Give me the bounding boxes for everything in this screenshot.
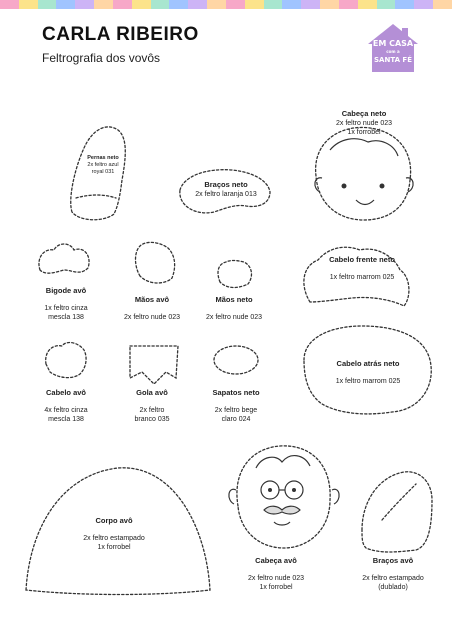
piece-spec: mescla 138 — [48, 313, 84, 321]
label-bigode-avo — [44, 286, 87, 322]
piece-name: Cabelo atrás neto — [336, 359, 400, 368]
piece-spec: 2x feltro azul — [87, 162, 119, 169]
piece-name: Cabeça avô — [255, 556, 297, 565]
piece-spec: branco 035 — [134, 415, 170, 423]
piece-spec: 2x feltro estampado — [83, 534, 145, 542]
label-sapatos-neto — [212, 388, 259, 424]
label-bracos-neto — [195, 180, 256, 199]
page-subtitle: Feltrografia dos vovôs — [42, 51, 161, 65]
label-bracos-avo — [362, 556, 423, 592]
page-title: CARLA RIBEIRO — [42, 24, 199, 45]
piece-spec: royal 031 — [91, 169, 115, 176]
piece-name: Mãos neto — [215, 295, 253, 304]
piece-spec: 1x feltro cinza — [44, 304, 88, 312]
piece-spec: 1x feltro marrom 025 — [329, 273, 395, 281]
piece-name: Sapatos neto — [212, 388, 260, 397]
piece-spec: 2x feltro laranja 013 — [195, 190, 257, 198]
logo-text-em-casa: EM CASA — [372, 39, 414, 48]
piece-name: Braços neto — [204, 180, 248, 189]
pattern-bracos-avo-line — [382, 484, 416, 520]
label-cabelo-atras-neto — [336, 359, 401, 386]
piece-spec: claro 024 — [221, 415, 251, 423]
label-cabelo-avo — [44, 388, 87, 424]
label-cabeca-avo — [248, 556, 304, 592]
pattern-maos-avo — [136, 242, 175, 283]
piece-name: Cabelo frente neto — [329, 255, 395, 264]
piece-name: Mãos avô — [134, 295, 170, 304]
label-cabelo-frente-neto — [329, 255, 395, 282]
pattern-pernas-neto-line — [76, 195, 116, 198]
piece-name: Cabelo avô — [45, 388, 86, 397]
pattern-bigode-avo — [39, 244, 89, 273]
piece-name: Braços avô — [372, 556, 414, 565]
logo-text-com-a: com a — [386, 49, 400, 54]
piece-spec: 2x feltro nude 023 — [123, 313, 181, 321]
piece-spec: 1x forrobel — [259, 583, 293, 591]
piece-spec: 2x feltro estampado — [362, 574, 424, 582]
piece-spec: 2x feltro bege — [214, 406, 258, 414]
piece-spec: 4x feltro cinza — [44, 406, 88, 414]
label-cabeca-neto — [336, 109, 392, 137]
piece-spec: 2x feltro nude 023 — [205, 313, 263, 321]
pattern-maos-neto — [218, 261, 251, 288]
pattern-sapatos-neto — [214, 346, 258, 374]
piece-spec: 1x feltro marrom 025 — [335, 377, 401, 385]
piece-name: Corpo avô — [95, 516, 133, 525]
piece-spec: (dublado) — [378, 583, 408, 591]
piece-spec: 2x feltro nude 023 — [247, 574, 305, 582]
piece-name: Cabeça neto — [341, 109, 387, 118]
piece-spec: mescla 138 — [48, 415, 84, 423]
label-gola-avo — [134, 388, 169, 424]
pattern-gola-avo — [130, 346, 178, 384]
label-maos-avo — [124, 295, 180, 322]
pattern-bracos-avo — [362, 472, 432, 552]
logo-text-santa-fe: SANTA FÉ — [374, 56, 412, 64]
pattern-cabeca-avo — [237, 446, 330, 548]
piece-name: Bigode avô — [45, 286, 87, 295]
label-pernas-neto — [87, 155, 118, 176]
piece-spec: 1x forrobel — [347, 128, 381, 136]
pattern-cabelo-avo — [46, 343, 86, 378]
piece-spec: 2x feltro nude 023 — [335, 119, 393, 127]
piece-spec: 1x forrobel — [97, 543, 131, 551]
label-corpo-avo — [83, 516, 144, 552]
piece-spec: 2x feltro — [139, 406, 165, 414]
face-neto — [315, 139, 413, 205]
pattern-cabeca-neto — [316, 127, 411, 220]
piece-name: Gola avô — [136, 388, 168, 397]
label-maos-neto — [206, 295, 262, 322]
piece-name: Pernas neto — [87, 155, 119, 161]
